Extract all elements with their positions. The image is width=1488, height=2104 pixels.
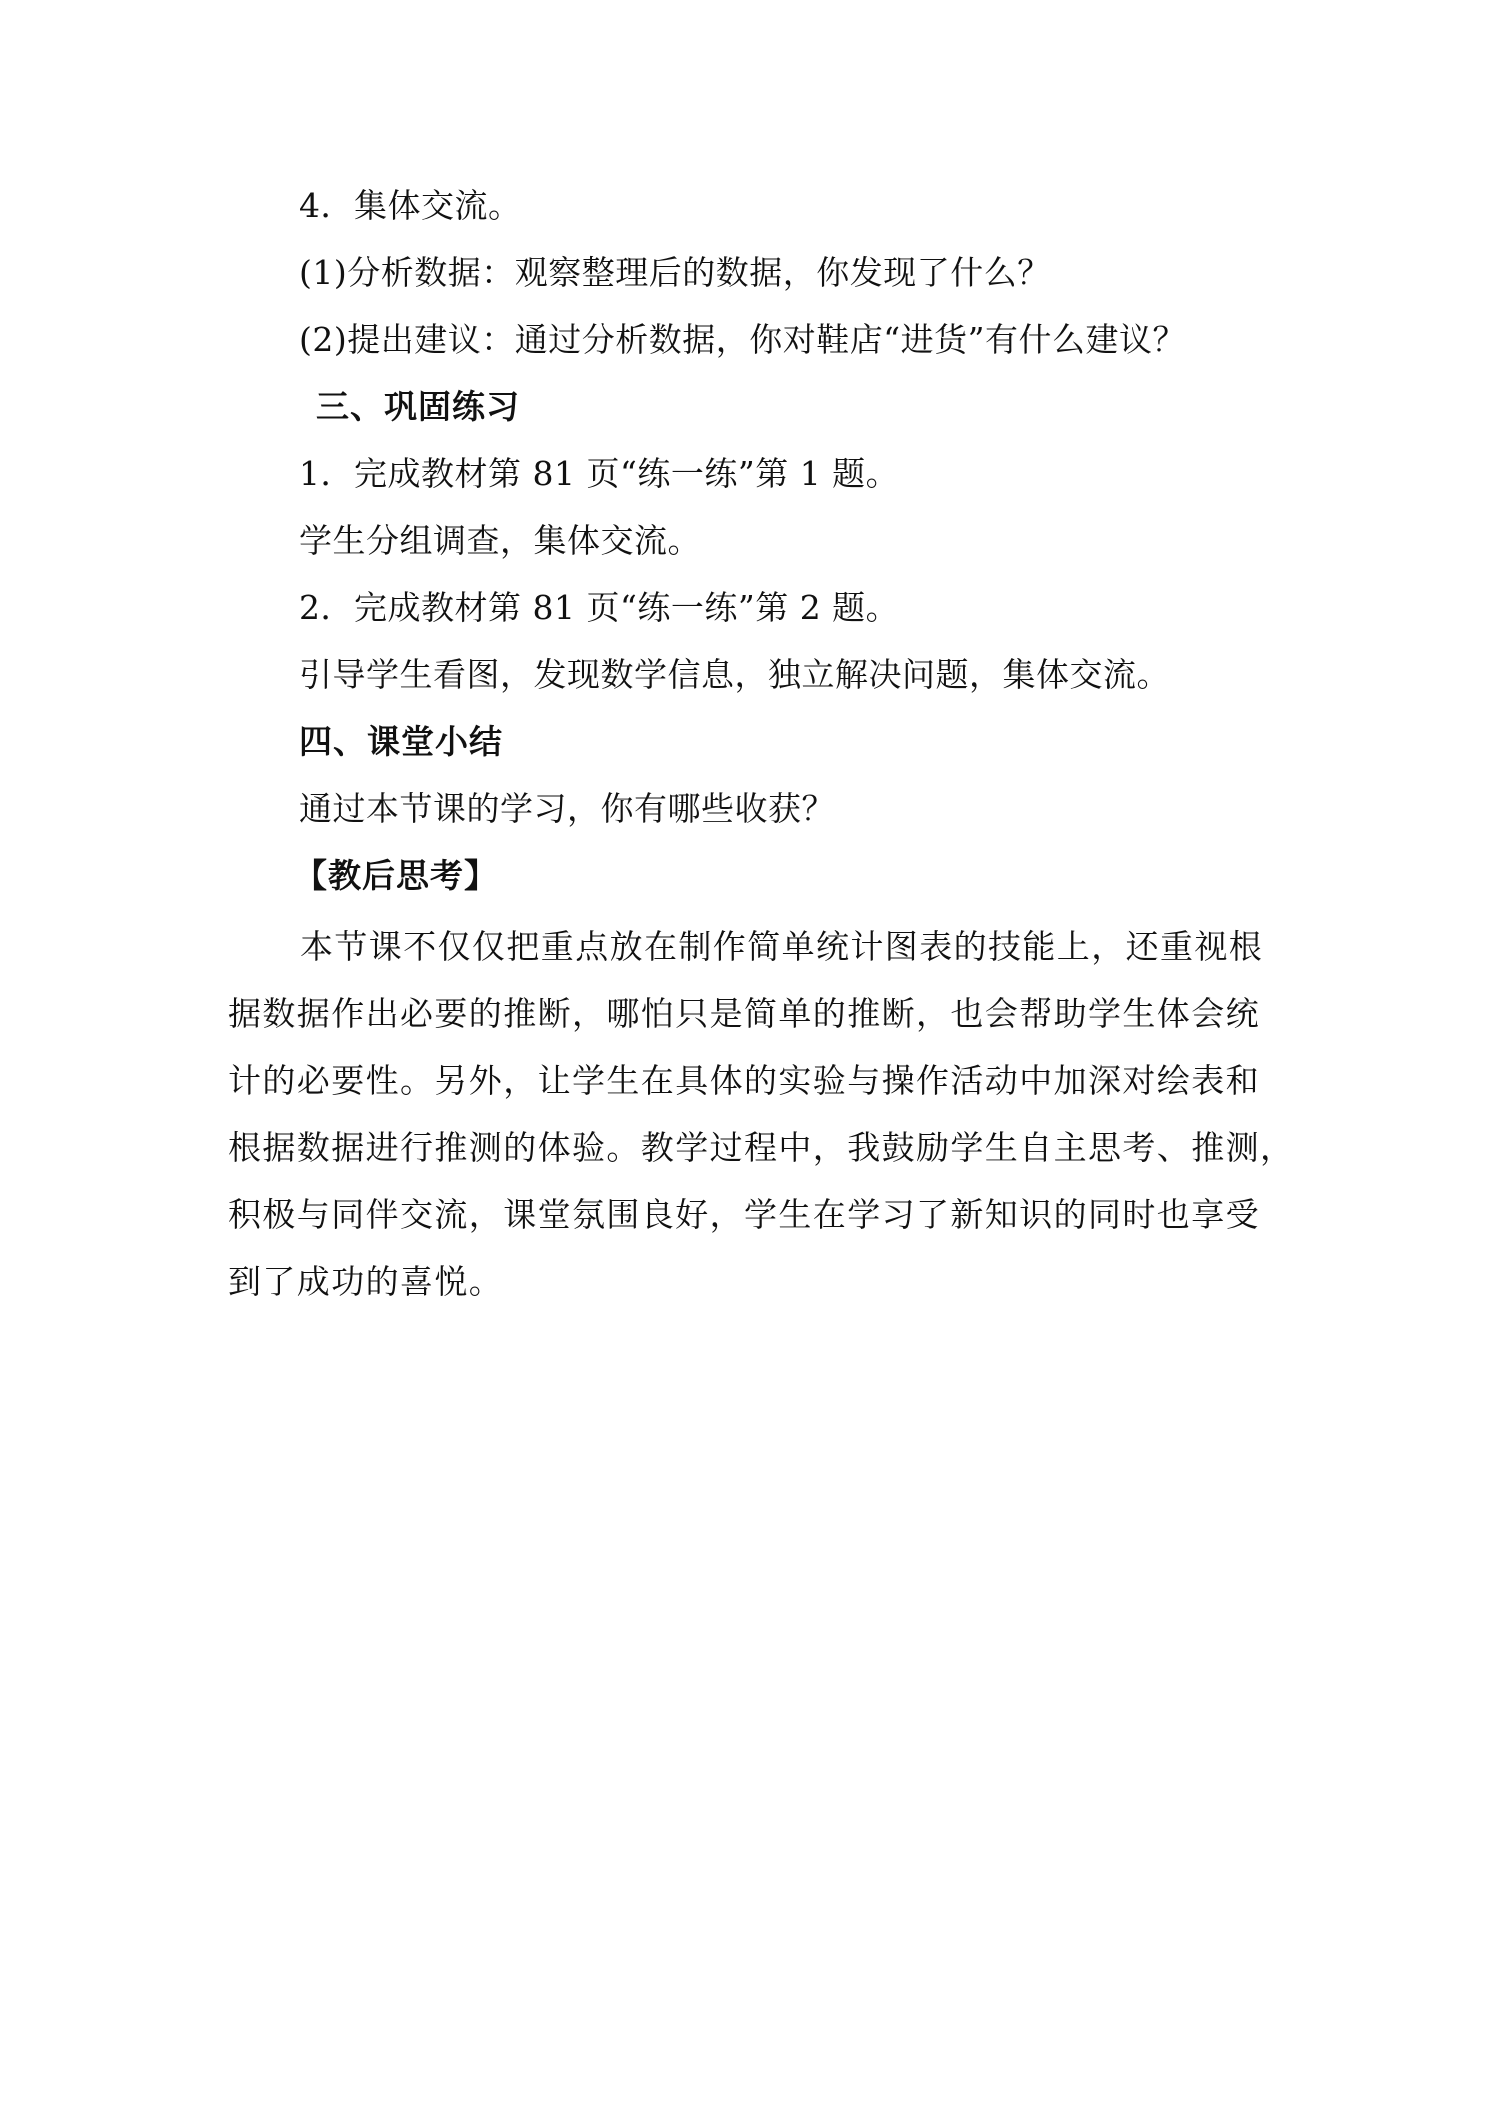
exercise-1-note: 学生分组调查，集体交流。: [299, 521, 701, 560]
exercise-2-line: 2．完成教材第 81 页“练一练”第 2 题。: [299, 588, 900, 627]
summary-question: 通过本节课的学习，你有哪些收获？: [299, 789, 835, 828]
reflection-line: 计的必要性。另外，让学生在具体的实验与操作活动中加深对绘表和: [228, 1061, 1260, 1100]
section-heading-summary: 四、课堂小结: [299, 722, 503, 761]
analyze-data-line: (1)分析数据：观察整理后的数据，你发现了什么？: [299, 253, 1051, 292]
reflection-line: 本节课不仅仅把重点放在制作简单统计图表的技能上，还重视根: [300, 927, 1264, 966]
reflection-line: 积极与同伴交流，课堂氛围良好，学生在学习了新知识的同时也享受: [228, 1195, 1260, 1234]
reflection-paragraph: [228, 927, 1295, 1329]
suggestion-line: (2)提出建议：通过分析数据，你对鞋店“进货”有什么建议？: [299, 320, 1186, 359]
reflection-line: 根据数据进行推测的体验。教学过程中，我鼓励学生自主思考、推测，: [228, 1128, 1295, 1167]
section-heading-practice: 三、巩固练习: [316, 387, 520, 426]
reflection-line: 据数据作出必要的推断，哪怕只是简单的推断，也会帮助学生体会统: [228, 994, 1260, 1033]
exercise-1-line: 1．完成教材第 81 页“练一练”第 1 题。: [299, 454, 900, 493]
exercise-2-note: 引导学生看图，发现数学信息，独立解决问题，集体交流。: [299, 655, 1170, 694]
reflection-line: 到了成功的喜悦。: [228, 1262, 504, 1301]
step-4-line: 4．集体交流。: [299, 186, 522, 225]
section-heading-reflection: 【教后思考】: [294, 856, 498, 895]
